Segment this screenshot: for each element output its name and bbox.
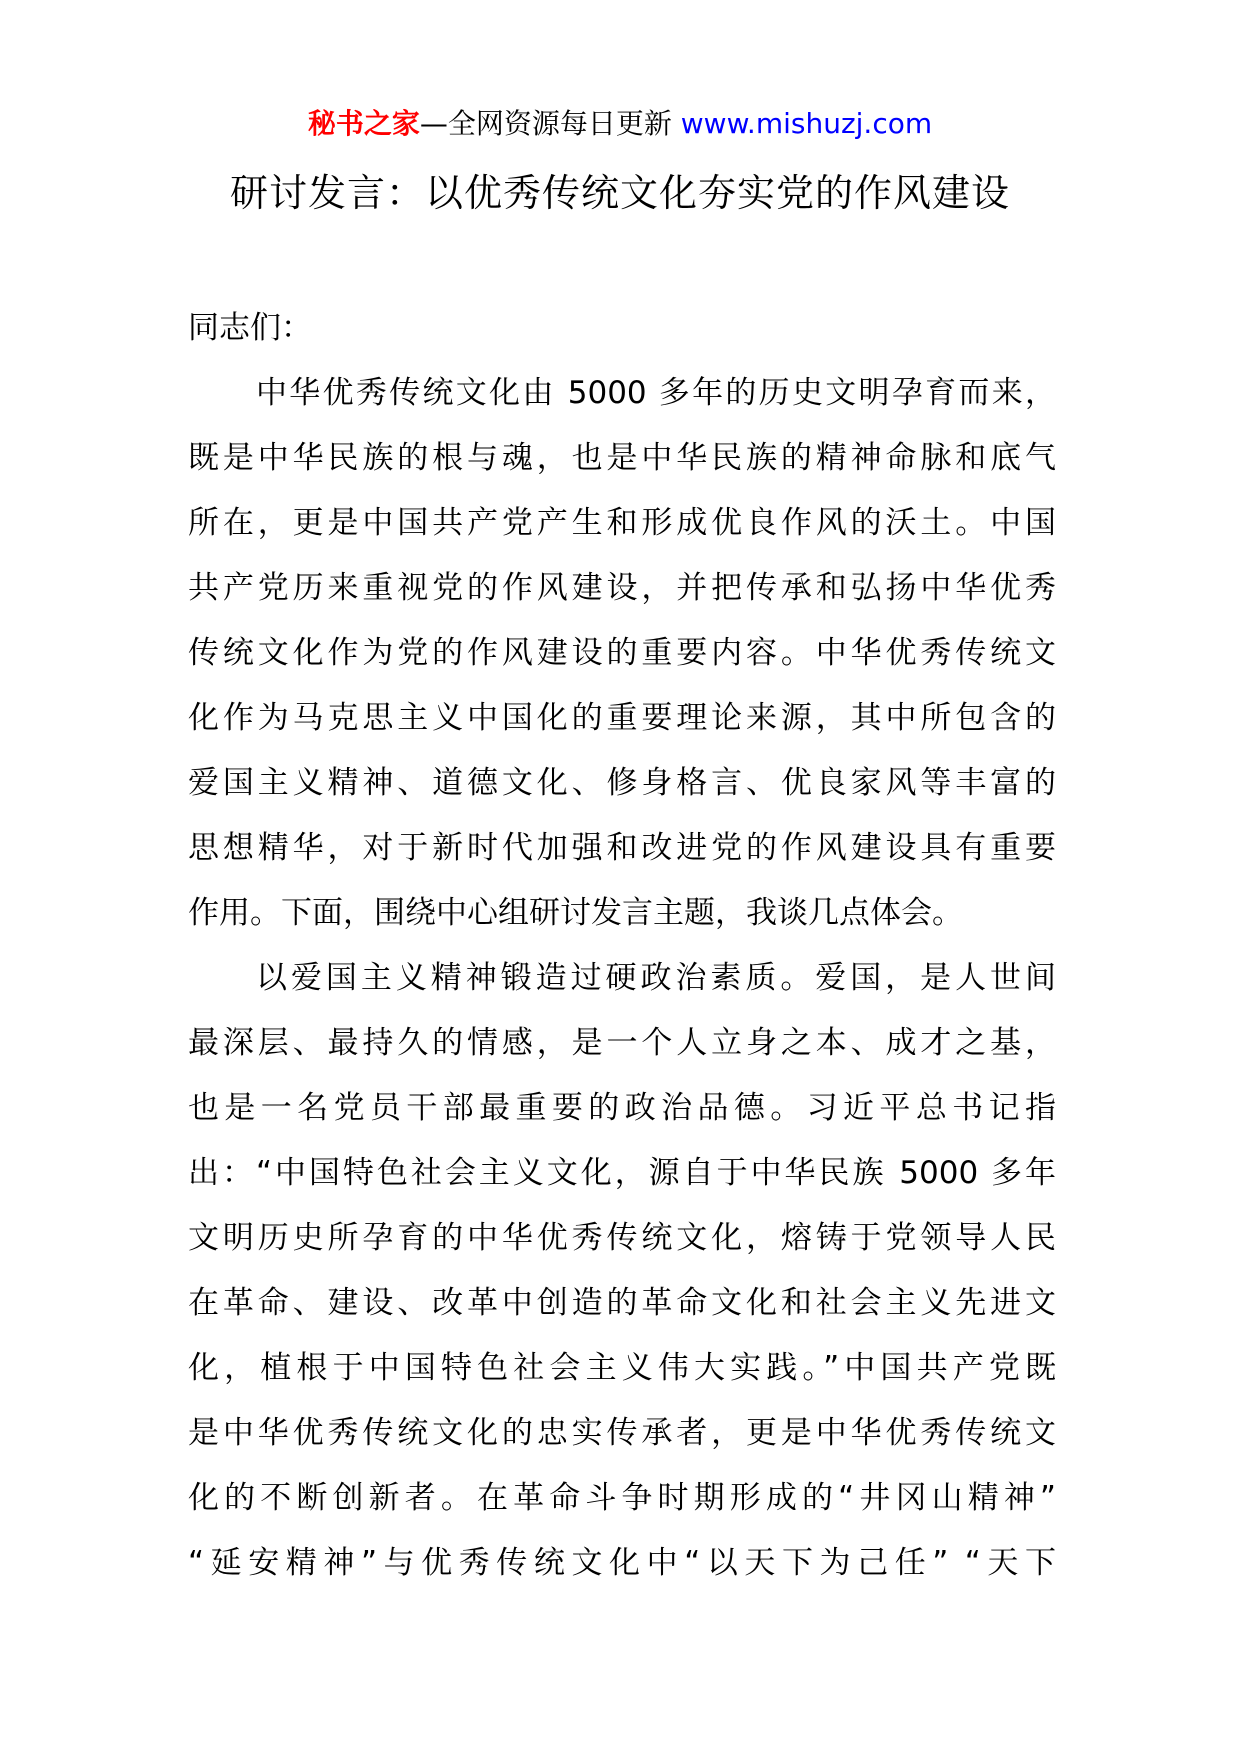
text-line: 化作为马克思主义中国化的重要理论来源，其中所包含的 xyxy=(188,700,1056,736)
site-brand: 秘书之家 xyxy=(307,107,420,140)
text-line: 在革命、建设、改革中创造的革命文化和社会主义先进文 xyxy=(188,1285,1056,1321)
text-line: 共产党历来重视党的作风建设，并把传承和弘扬中华优秀 xyxy=(188,570,1056,606)
text-line: 出：“中国特色社会主义文化，源自于中华民族 5000 多年 xyxy=(188,1155,1056,1191)
text-line: 思想精华，对于新时代加强和改进党的作风建设具有重要 xyxy=(188,830,1056,866)
text-line: 最深层、最持久的情感，是一个人立身之本、成才之基， xyxy=(188,1025,1056,1061)
salutation: 同志们： xyxy=(188,310,312,346)
text-line: 既是中华民族的根与魂，也是中华民族的精神命脉和底气 xyxy=(188,440,1056,476)
text-line: 化，植根于中国特色社会主义伟大实践。”中国共产党既 xyxy=(188,1350,1056,1386)
text-line: 中华优秀传统文化由 5000 多年的历史文明孕育而来， xyxy=(256,375,1056,411)
site-tagline: —全网资源每日更新 xyxy=(419,107,681,140)
document-body xyxy=(188,296,1056,1596)
text-line: “延安精神”与优秀传统文化中“以天下为己任” “天下 xyxy=(188,1545,1056,1581)
text-line: 传统文化作为党的作风建设的重要内容。中华优秀传统文 xyxy=(188,635,1056,671)
text-line: 爱国主义精神、道德文化、修身格言、优良家风等丰富的 xyxy=(188,765,1056,801)
text-line: 作用。下面，围绕中心组研讨发言主题，我谈几点体会。 xyxy=(188,895,963,931)
text-line: 所在，更是中国共产党产生和形成优良作风的沃土。中国 xyxy=(188,505,1056,541)
site-url-link[interactable]: www.mishuzj.com xyxy=(680,107,933,140)
text-line: 化的不断创新者。在革命斗争时期形成的“井冈山精神” xyxy=(188,1480,1056,1516)
text-line: 以爱国主义精神锻造过硬政治素质。爱国，是人世间 xyxy=(256,960,1056,996)
text-line: 也是一名党员干部最重要的政治品德。习近平总书记指 xyxy=(188,1090,1056,1126)
document-title: 研讨发言：以优秀传统文化夯实党的作风建设 xyxy=(229,171,1010,215)
text-line: 是中华优秀传统文化的忠实传承者，更是中华优秀传统文 xyxy=(188,1415,1056,1451)
text-line: 文明历史所孕育的中华优秀传统文化，熔铸于党领导人民 xyxy=(188,1220,1056,1256)
site-banner xyxy=(0,104,1240,144)
